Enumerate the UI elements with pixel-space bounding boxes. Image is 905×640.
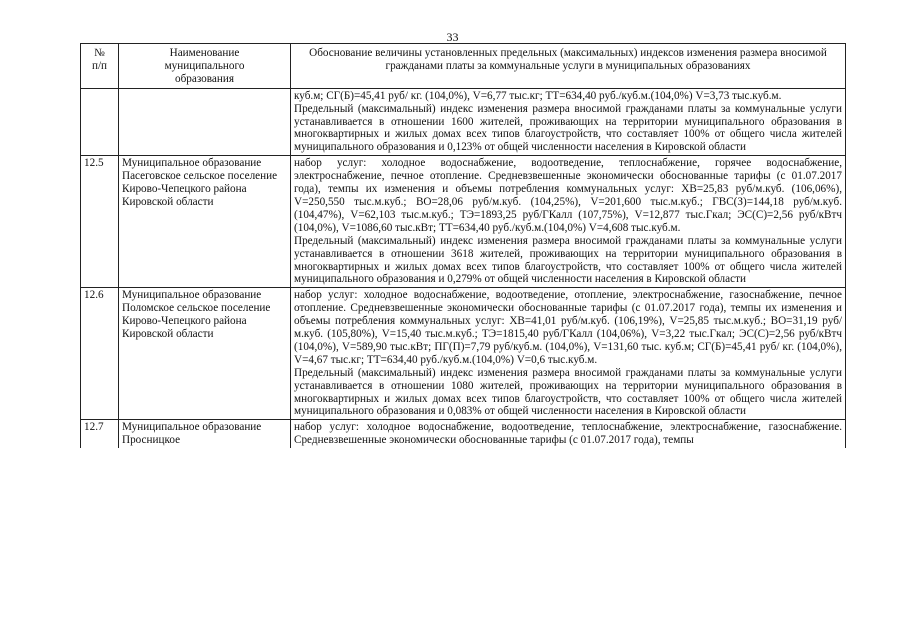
index-paragraph: Предельный (максимальный) индекс изменения размера вносимой гражданами платы за коммунальные услуги устанавливается в отношении 3618 жителей, проживающих на территории муниципального образования в многоквартирных и жилых домах всех типов благоустройств, что составляет 100% от общего числа жителей муниципального образования и 0,279% от общей численности населения в Кировской области (294, 234, 842, 286)
municipality-name: Муниципальное образование Просницкое (122, 421, 262, 447)
row-num-cell (81, 88, 119, 156)
row-num-cell (81, 156, 119, 288)
index-paragraph: Предельный (максимальный) индекс изменения размера вносимой гражданами платы за коммунальные услуги устанавливается в отношении 1080 жителей, проживающих на территории муниципального образования в многоквартирных и жилых домах всех типов благоустройств, что составляет 100% от общего числа жителей муниципального образования и 0,083% от общей численности населения в Кировской области (294, 366, 842, 418)
row-number: 12.5 (84, 157, 104, 170)
row-name-cell (119, 288, 291, 420)
row-num-cell (81, 420, 119, 448)
table-row (81, 288, 846, 420)
tariff-paragraph: набор услуг: холодное водоснабжение, водоотведение, теплоснабжение, горячее водоснабжение, электроснабжение, печное отопление. Средневзвешенные экономически обоснованные тарифы (с 01.07.2017 года), темпы их изменения и объемы потребления коммунальных услуг: ХВ=25,83 руб/м.куб. (106,06%), V=250,550 тыс.м.куб.; ВО=28,06 руб/м.куб. (104,25%), V=201,600 тыс.м.куб.; ГВС(З)=144,18 руб/м.куб. (104,47%), V=62,103 тыс.м.куб.; ТЭ=1893,25 руб/ГКалл (107,75%), V=12,877 тыс.Гкал; ЭС(С)=2,56 руб/кВтч (104,0%), V=1086,60 тыс.кВт; ТТ=634,40 руб./куб.м.(104,0%) V=4,608 тыс.куб.м. (294, 157, 842, 234)
row-number: 12.6 (84, 289, 104, 302)
tariff-paragraph: набор услуг: холодное водоснабжение, водоотведение, отопление, электроснабжение, газоснабжение, печное отопление. Средневзвешенные экономически обоснованные тарифы (с 01.07.2017 года), темпы их изменения и объемы потребления коммунальных услуг: ХВ=41,01 руб/м.куб. (106,19%), V=25,85 тыс.м.куб.; ВО=31,19 руб/м.куб. (105,80%), V=15,40 тыс.м.куб.; ТЭ=1815,40 руб/ГКалл (104,06%), V=3,22 тыс.Гкал; ЭС(С)=2,56 руб/кВтч (104,0%), V=589,90 тыс.кВт; ПГ(П)=7,79 руб/куб.м. (104,0%), V=131,60 тыс. куб.м; СГ(Б)=45,41 руб/ кг. (104,0%), V=4,67 тыс.кг; ТТ=634,40 руб./куб.м.(104,0%) V=0,6 тыс.куб.м. (294, 289, 842, 366)
table-row (81, 88, 846, 156)
row-name-cell (119, 156, 291, 288)
index-paragraph: Предельный (максимальный) индекс изменения размера вносимой гражданами платы за коммунальные услуги устанавливается в отношении 1600 жителей, проживающих на территории муниципального образования в многоквартирных и жилых домах всех типов благоустройств, что составляет 100% от общего числа жителей муниципального образования и 0,123% от общей численности населения в Кировской области (294, 102, 842, 154)
header-num: № п/п (81, 44, 119, 89)
row-number: 12.7 (84, 421, 104, 434)
table-row (81, 156, 846, 288)
row-num-cell (81, 288, 119, 420)
tariff-table (80, 43, 846, 448)
row-description-cell (291, 420, 846, 448)
row-name-cell (119, 88, 291, 156)
tariff-paragraph: куб.м; СГ(Б)=45,41 руб/ кг. (104,0%), V=6,77 тыс.кг; ТТ=634,40 руб./куб.м.(104,0%) V=3,73 тыс.куб.м. (294, 89, 782, 102)
header-justification: Обоснование величины установленных предельных (максимальных) индексов изменения размера вносимой гражданами платы за коммунальные услуги в муниципальных образованиях (291, 44, 846, 89)
municipality-name: Муниципальное образование Поломское сельское поселение Кирово-Чепецкого района Кировской области (122, 289, 271, 341)
row-description-cell (291, 288, 846, 420)
table-header-row (81, 44, 846, 89)
tariff-paragraph: набор услуг: холодное водоснабжение, водоотведение, теплоснабжение, электроснабжение, газоснабжение. Средневзвешенные экономически обоснованные тарифы (с 01.07.2017 года), темпы (294, 421, 842, 447)
header-name: Наименование муниципального образования (119, 44, 291, 89)
row-description-cell (291, 156, 846, 288)
row-description-cell (291, 88, 846, 156)
page-number: 33 (446, 30, 459, 44)
row-name-cell (119, 420, 291, 448)
municipality-name: Муниципальное образование Пасеговское сельское поселение Кирово-Чепецкого района Кировской области (122, 157, 278, 208)
table-row (81, 420, 846, 448)
